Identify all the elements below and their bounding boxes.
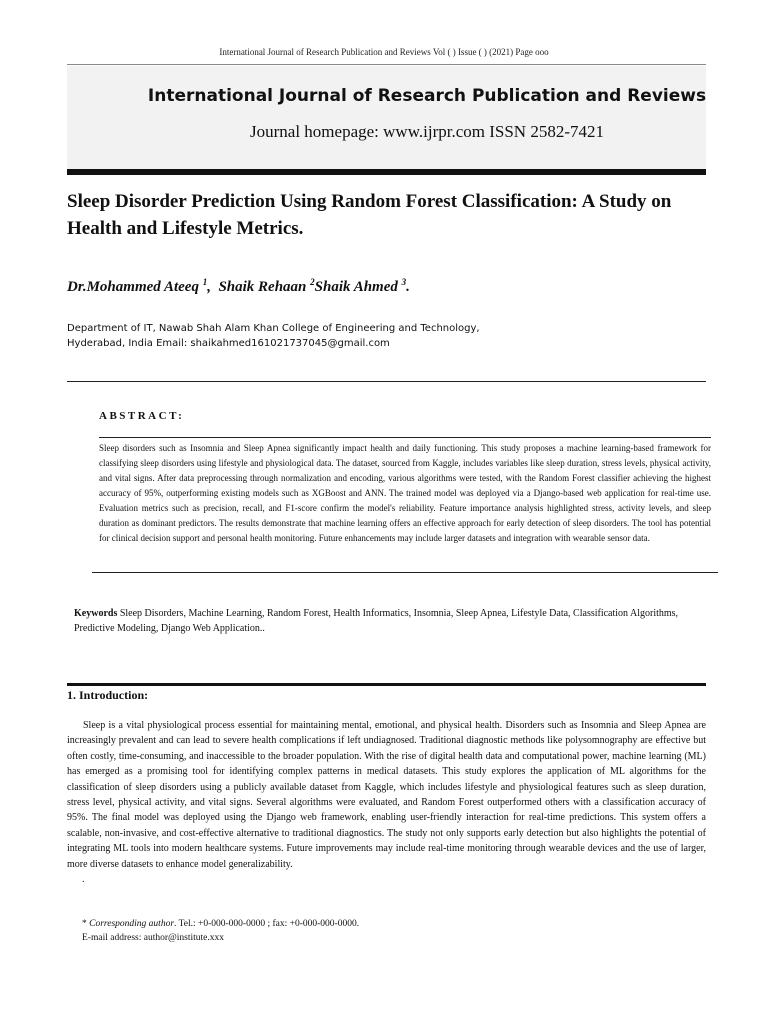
footnote-marker: * (82, 919, 90, 929)
section-divider (67, 381, 706, 382)
affiliation (67, 321, 707, 351)
journal-title: International Journal of Research Publication and Reviews (147, 86, 707, 106)
author-1-affil-mark: 1 (202, 277, 208, 287)
introduction-heading: 1. Introduction: (67, 688, 149, 702)
abstract-body: Sleep disorders such as Insomnia and Sleep Apnea significantly impact health and daily functioning. This study proposes a machine learning-based framework for classifying sleep disorders using lifestyle and physiological data. The dataset, sourced from Kaggle, includes variables like sleep duration, stress levels, physical activity, and vital signs. After data preprocessing through normalization and encoding, various algorithms were tested, with the Random Forest classifier achieving the highest accuracy of 95%, outperforming existing models such as XGBoost and ANN. The trained model was deployed via a Django-based web application for real-time use. Evaluation metrics such as precision, recall, and F1-score confirm the model's reliability. Feature importance analysis highlighted stress, activity levels, and sleep duration as dominant predictors. The results demonstrate that machine learning offers an effective approach for early detection of sleep disorders. The tool has potential for clinical decision support and personal health monitoring. Future enhancements may include larger datasets and integration with wearable sensor data. (99, 443, 711, 543)
keywords (74, 606, 704, 636)
journal-homepage: Journal homepage: www.ijrpr.com ISSN 2582-7421 (250, 122, 604, 141)
keywords-text: Sleep Disorders, Machine Learning, Random Forest, Health Informatics, Insomnia, Sleep Apnea, Lifestyle Data, Classification Algorithms, Predictive Modeling, Django Web Application.. (74, 608, 679, 634)
running-header: International Journal of Research Publication and Reviews Vol ( ) Issue ( ) (2021) Page ooo (219, 47, 549, 57)
abstract-top-rule (99, 437, 711, 438)
trailing-dot: . (82, 874, 85, 885)
footnote-corr-label: Corresponding author (89, 919, 175, 929)
abstract-bottom-rule (92, 572, 718, 573)
author-2: Shaik Rehaan (218, 279, 307, 295)
masthead-thick-rule (67, 169, 706, 175)
footnote (82, 917, 682, 945)
author-3-affil-mark: 3 (401, 277, 407, 287)
footnote-corresponding (82, 917, 682, 931)
footnote-email: E-mail address: author@institute.xxx (82, 933, 224, 943)
author-list: Dr.Mohammed Ateeq $^1$, Shaik Rehaan $^2$Shaik Ahmed $^3$. (67, 277, 410, 295)
masthead-background (67, 66, 706, 169)
affiliation-line-1: Department of IT, Nawab Shah Alam Khan College of Engineering and Technology, (67, 323, 480, 334)
author-2-affil-mark: 2 (310, 277, 315, 287)
header-rule (67, 64, 706, 65)
introduction-body: Sleep is a vital physiological process essential for maintaining mental, emotional, and physical health. Disorders such as Insomnia and Sleep Apnea are increasingly prevalent and can lead to severe health complications if left undiagnosed. Traditional diagnostic methods like polysomnography are effective but often costly, time-consuming, and inaccessible to the broader population. With the rise of digital health data and computational power, machine learning (ML) has emerged as a promising tool for identifying complex patterns in medical datasets. This study explores the application of ML algorithms for the classification of sleep disorders using a publicly available dataset from Kaggle, which includes lifestyle and physiological features such as sleep duration, stress level, physical activity, and vital signs. Several algorithms were evaluated, and Random Forest outperformed others with a classification accuracy of 95%. The final model was deployed using the Django web framework, enabling user-friendly interaction for real-time predictions. This system offers a scalable, non-invasive, and cost-effective alternative to traditional diagnostics. The study not only supports early detection but also highlights the potential of integrating ML tools into modern healthcare systems. Future improvements may include real-time monitoring through wearable devices and the use of larger, more diverse datasets to enhance model generalizability. (67, 720, 706, 870)
abstract-heading: ABSTRACT: (99, 410, 185, 422)
affiliation-line-2: Hyderabad, India Email: shaikahmed161021737045@gmail.com (67, 338, 390, 349)
keywords-label: Keywords (74, 608, 118, 619)
footnote-contact: . Tel.: +0-000-000-0000 ; fax: +0-000-000-0000. (174, 919, 360, 929)
author-1: Dr.Mohammed Ateeq (67, 279, 199, 295)
introduction-rule (67, 683, 706, 686)
author-3: Shaik Ahmed (314, 279, 398, 295)
paper-title: Sleep Disorder Prediction Using Random Forest Classification: A Study on Health and Lifestyle Metrics. (67, 191, 672, 239)
